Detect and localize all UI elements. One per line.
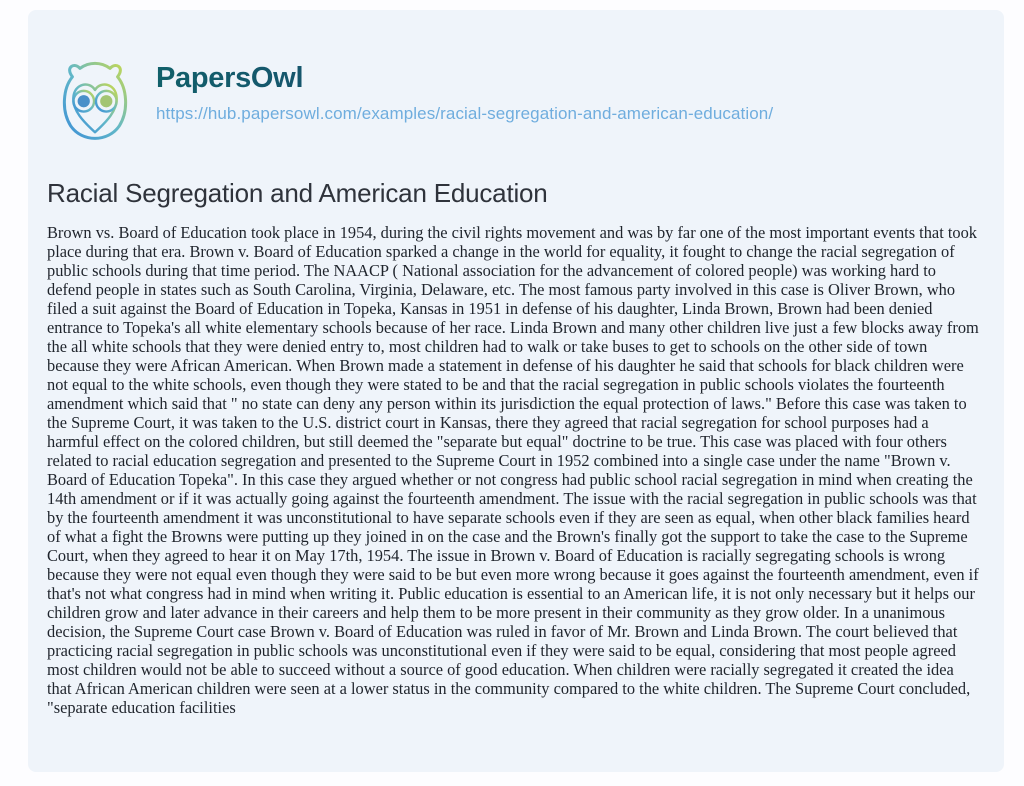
site-header [28,10,1004,152]
article [28,152,1004,717]
page-card [28,10,1004,772]
page-url-link[interactable]: https://hub.papersowl.com/examples/racial-segregation-and-american-education/ [156,104,774,123]
owl-logo-icon [48,58,142,152]
article-title: Racial Segregation and American Education [47,178,548,208]
brand-block [156,58,773,124]
article-body: Brown vs. Board of Education took place in 1954, during the civil rights movement and was by far one of the most important events that took place during that era. Brown v. Board of Education sparked a change in the world for equality, it fought to change the racial segregation of public schools during that time period. The NAACP ( National association for the advancement of colored people) was working hard to defend people in states such as South Carolina, Virginia, Delaware, etc. The most famous party involved in this case is Oliver Brown, who filed a suit against the Board of Education in Topeka, Kansas in 1951 in defense of his daughter, Linda Brown, Brown had been denied entrance to Topeka's all white elementary schools because of her race. Linda Brown and many other children live just a few blocks away from the all white schools that they were denied entry to, most children had to walk or take buses to get to schools on the other side of town because they were African American. When Brown made a statement in defense of his daughter he said that schools for black children were not equal to the white schools, even though they were stated to be and that the racial segregation in public schools violates the fourteenth amendment which said that " no state can deny any person within its jurisdiction the equal protection of laws." Before this case was taken to the Supreme Court, it was taken to the U.S. district court in Kansas, there they agreed that racial segregation for school purposes had a harmful effect on the colored children, but still deemed the "separate but equal" doctrine to be true. This case was placed with four others related to racial education segregation and presented to the Supreme Court in 1952 combined into a single case under the name "Brown v. Board of Education Topeka". In this case they argued whether or not congress had public school racial segregation in mind when creating the 14th amendment or if it was actually going against the fourteenth amendment. The issue with the racial segregation in public schools was that by the fourteenth amendment it was unconstitutional to have separate schools even if they are seen as equal, when other black families heard of what a fight the Browns were putting up they joined in on the case and the Brown's finally got the support to take the case to the Supreme Court, when they agreed to hear it on May 17th, 1954. The issue in Brown v. Board of Education is racially segregating schools is wrong because they were not equal even though they were said to be but even more wrong because it goes against the fourteenth amendment, even if that's not what congress had in mind when writing it. Public education is essential to an American life, it is not only necessary but it helps our children grow and later advance in their careers and help them to be more present in their community as they grow older. In a unanimous decision, the Supreme Court case Brown v. Board of Education was ruled in favor of Mr. Brown and Linda Brown. The court believed that practicing racial segregation in public schools was unconstitutional even if they were said to be equal, considering that most people agreed most children would not be able to succeed without a source of good education. When children were racially segregated it created the idea that African American children were seen at a lower status in the community compared to the white children. The Supreme Court concluded, "separate education facilities [47,223,979,717]
brand-name: PapersOwl [156,62,773,95]
